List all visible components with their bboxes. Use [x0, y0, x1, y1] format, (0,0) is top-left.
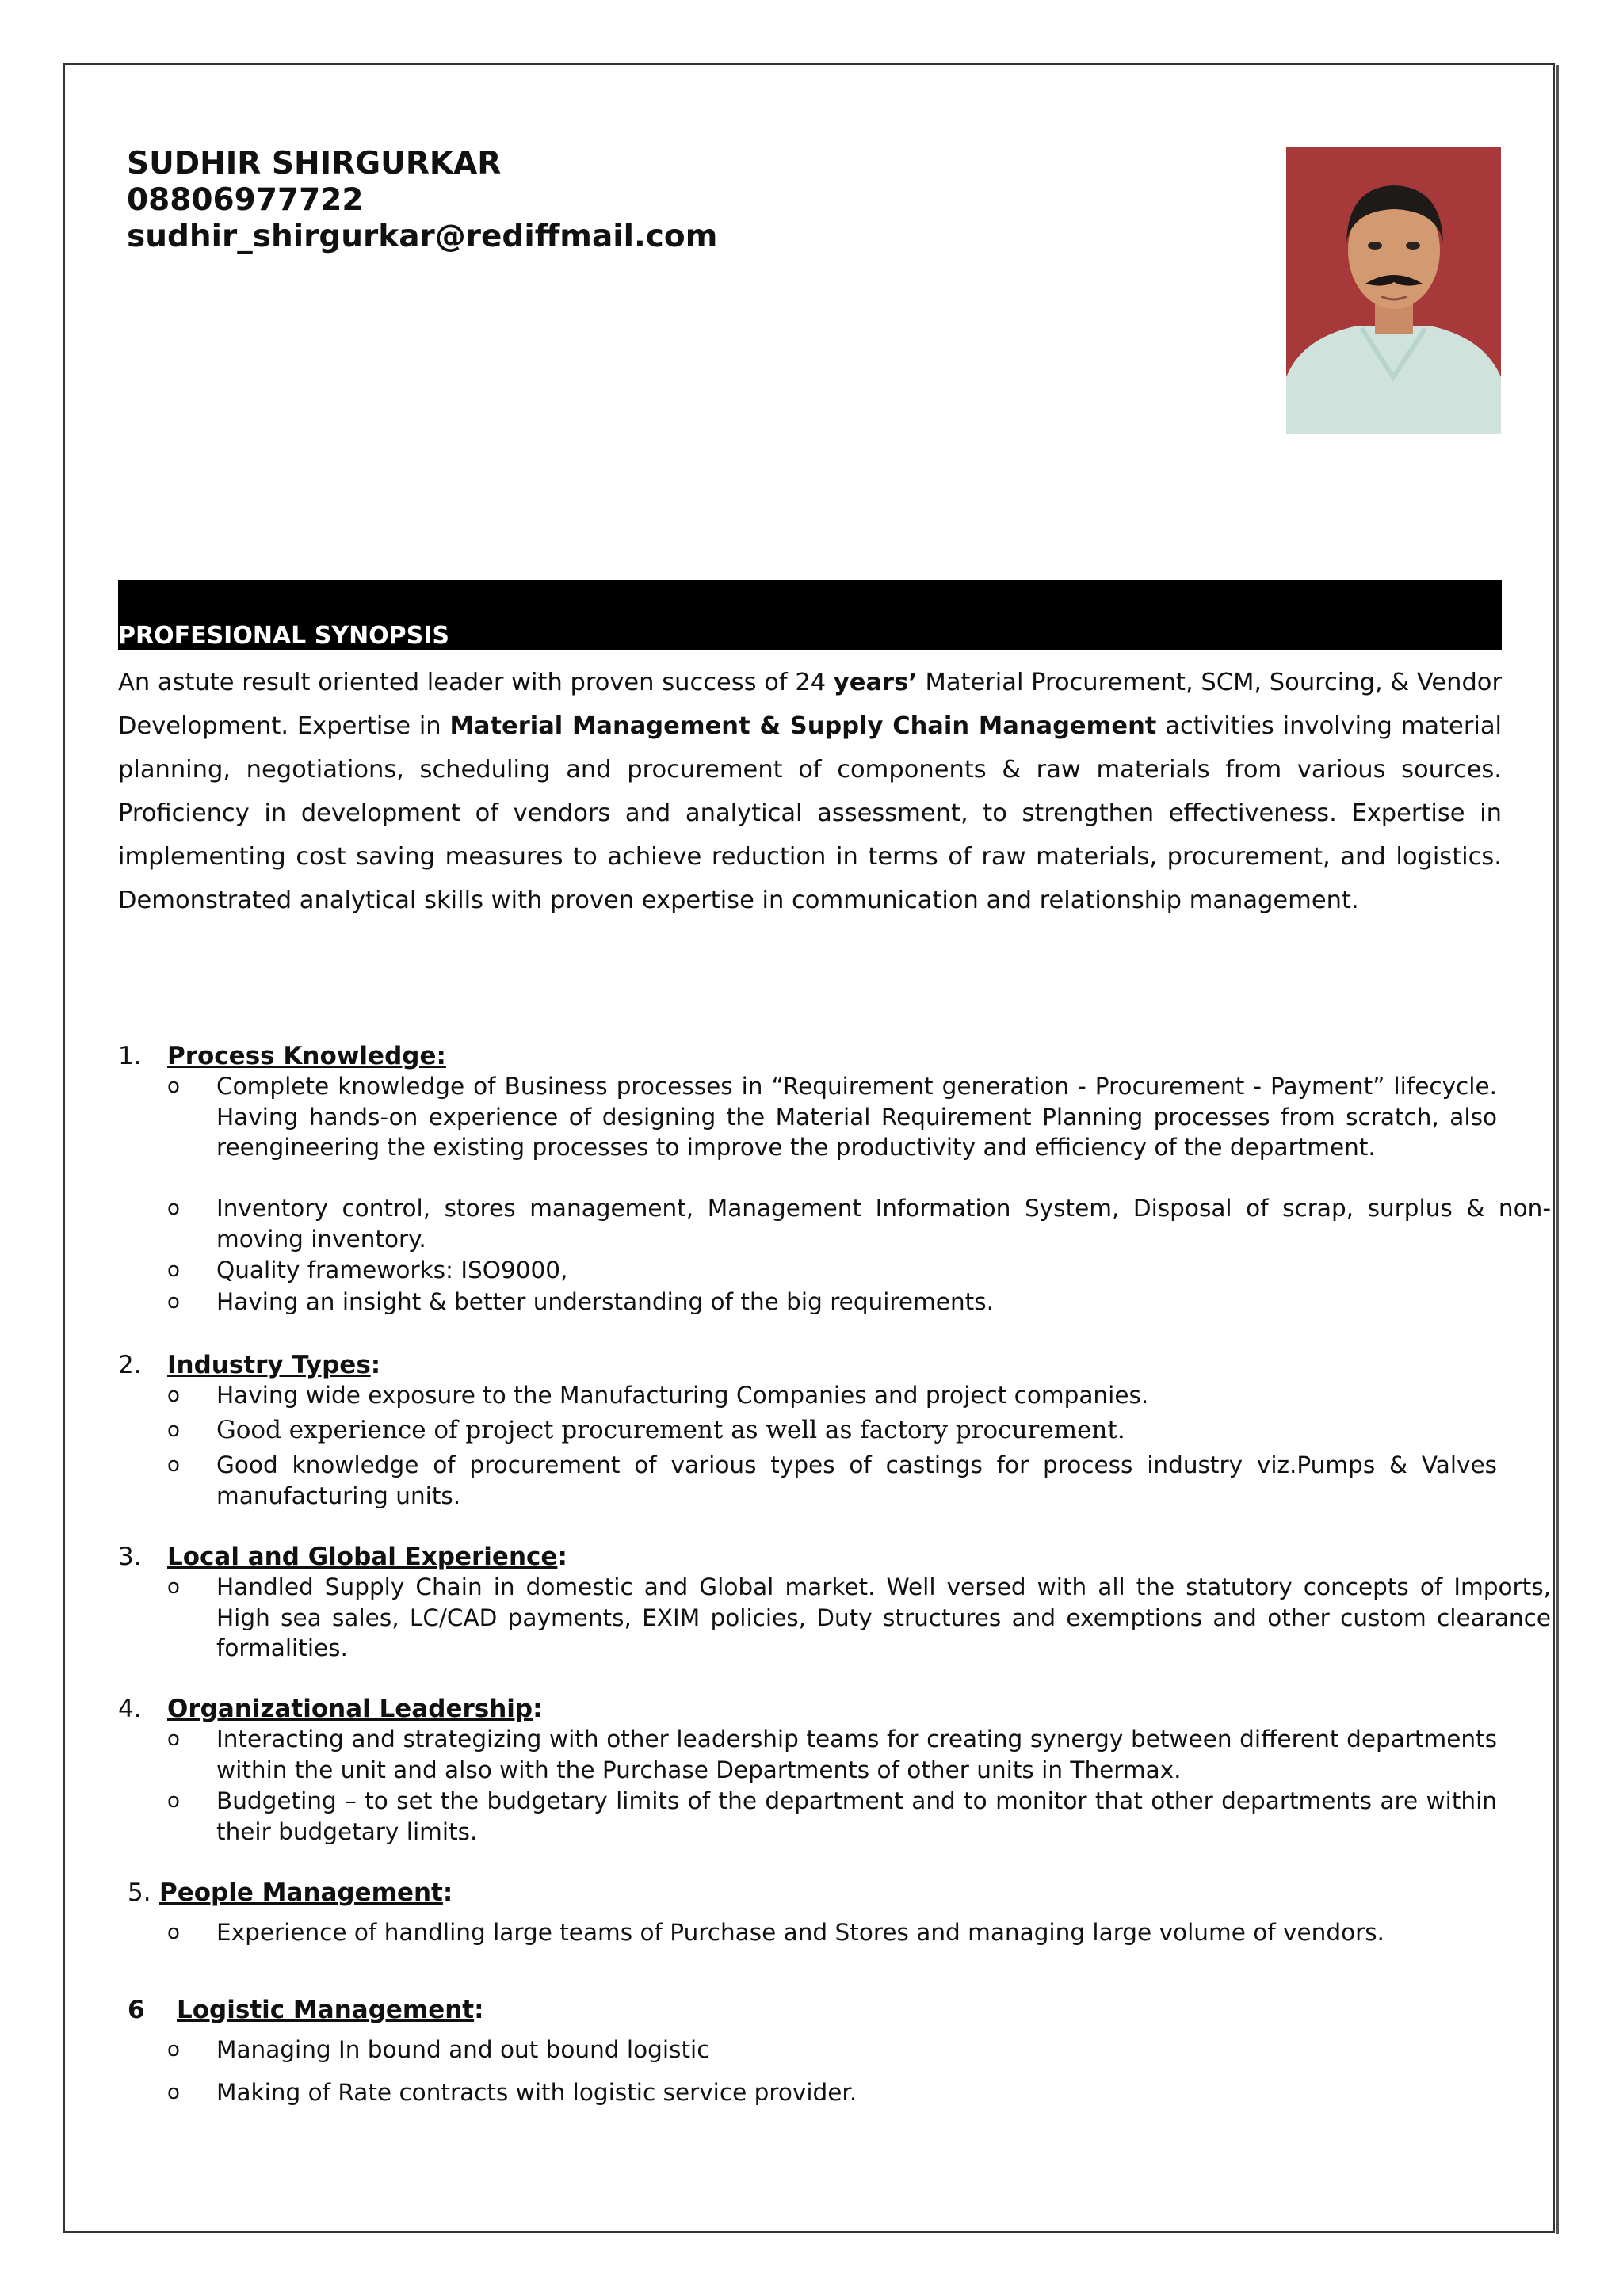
section-number: 6 — [128, 1996, 145, 2024]
section-number: 3. — [118, 1543, 142, 1571]
synopsis-title: PROFESIONAL SYNOPSIS — [118, 622, 450, 650]
bullet-marker: o — [167, 2081, 180, 2104]
bullet-marker: o — [167, 1074, 180, 1098]
list-item-text: Budgeting – to set the budgetary limits of the department and to monitor that other departments are within their budgetary limits. — [216, 1787, 1497, 1845]
list-item-text: Handled Supply Chain in domestic and Global market. Well versed with all the statutory concepts of Imports, High sea sales, LC/CAD payments, EXIM policies, Duty structures and exemptions and other custom clearance formalities. — [216, 1573, 1551, 1661]
profile-photo — [1286, 147, 1501, 434]
section-title: Organizational Leadership — [167, 1695, 533, 1723]
bullet-marker: o — [167, 1258, 180, 1282]
section-title: Local and Global Experience — [167, 1543, 558, 1571]
candidate-email: sudhir_shirgurkar@rediffmail.com — [127, 219, 718, 254]
section-colon: : — [474, 1996, 484, 2024]
bullet-marker: o — [167, 1789, 180, 1813]
bullet-marker: o — [167, 1920, 180, 1944]
synopsis-bold-2: Material Management & Supply Chain Management — [449, 712, 1157, 740]
list-item-text: Experience of handling large teams of Purchase and Stores and managing large volume of vendors. — [216, 1919, 1384, 1946]
list-item-text: Inventory control, stores management, Management Information System, Disposal of scrap, surplus & non-moving inventory. — [216, 1195, 1551, 1253]
list-item-text: Having an insight & better understanding of the big requirements. — [216, 1288, 994, 1315]
page-border-shadow — [1556, 65, 1559, 2234]
bullet-marker: o — [167, 1290, 180, 1314]
section-title: Process Knowledge: — [167, 1042, 446, 1070]
list-item-text: Complete knowledge of Business processes in “Requirement generation - Procurement - Payment” lifecycle. Having hands-on experience of designing the Material Requirement Planning processes from scratch, also reengineering the existing processes to improve the productivity and efficiency of the department. — [216, 1073, 1497, 1161]
section-title: People Management — [159, 1878, 443, 1907]
synopsis-paragraph — [118, 661, 1502, 922]
section-number: 2. — [118, 1351, 142, 1379]
section-title: Industry Types — [167, 1351, 371, 1379]
bullet-marker: o — [167, 1453, 180, 1477]
section-number: 1. — [118, 1042, 142, 1070]
synopsis-bold-1: years’ — [833, 669, 918, 696]
candidate-phone: 08806977722 — [127, 182, 364, 218]
list-item-text: Good knowledge of procurement of various types of castings for process industry viz.Pumps & Valves manufacturing units. — [216, 1451, 1497, 1509]
section-colon: : — [533, 1695, 543, 1723]
bullet-marker: o — [167, 1196, 180, 1220]
synopsis-text-3: activities involving material planning, negotiations, scheduling and procurement of components & raw materials from various sources. Proficiency in development of vendors and analytical assessment, to strengthen effectiveness. Expertise in implementing cost saving measures to achieve reduction in terms of raw materials, procurement, and logistics. Demonstrated analytical skills with proven expertise in communication and relationship management. — [118, 712, 1503, 914]
section-colon: : — [442, 1878, 453, 1907]
bullet-marker: o — [167, 1383, 180, 1407]
synopsis-text-1: An astute result oriented leader with proven success of 24 — [118, 669, 834, 696]
list-item-text: Quality frameworks: ISO9000, — [216, 1257, 568, 1283]
section-number: 5. — [128, 1878, 151, 1907]
contact-header — [127, 146, 717, 255]
section-number: 4. — [118, 1695, 142, 1723]
list-item-text: Making of Rate contracts with logistic service provider. — [216, 2079, 857, 2106]
list-item-text: Managing In bound and out bound logistic — [216, 2036, 710, 2063]
synopsis-text-2: Material Procurement, SCM, Sourcing, & Vendor Development. Expertise in — [118, 669, 1503, 740]
list-item-text: Interacting and strategizing with other leadership teams for creating synergy between different departments within the unit and also with the Purchase Departments of other units in Thermax. — [216, 1726, 1497, 1783]
bullet-marker: o — [167, 1418, 180, 1442]
list-item-text: Good experience of project procurement as well as factory procurement. — [216, 1416, 1125, 1444]
candidate-name: SUDHIR SHIRGURKAR — [127, 146, 502, 181]
bullet-marker: o — [167, 2038, 180, 2061]
section-colon: : — [557, 1543, 567, 1571]
section-title: Logistic Management — [177, 1996, 475, 2024]
bullet-marker: o — [167, 1575, 180, 1599]
bullet-marker: o — [167, 1727, 180, 1751]
list-item-text: Having wide exposure to the Manufacturing Companies and project companies. — [216, 1382, 1149, 1409]
section-colon: : — [370, 1351, 381, 1379]
